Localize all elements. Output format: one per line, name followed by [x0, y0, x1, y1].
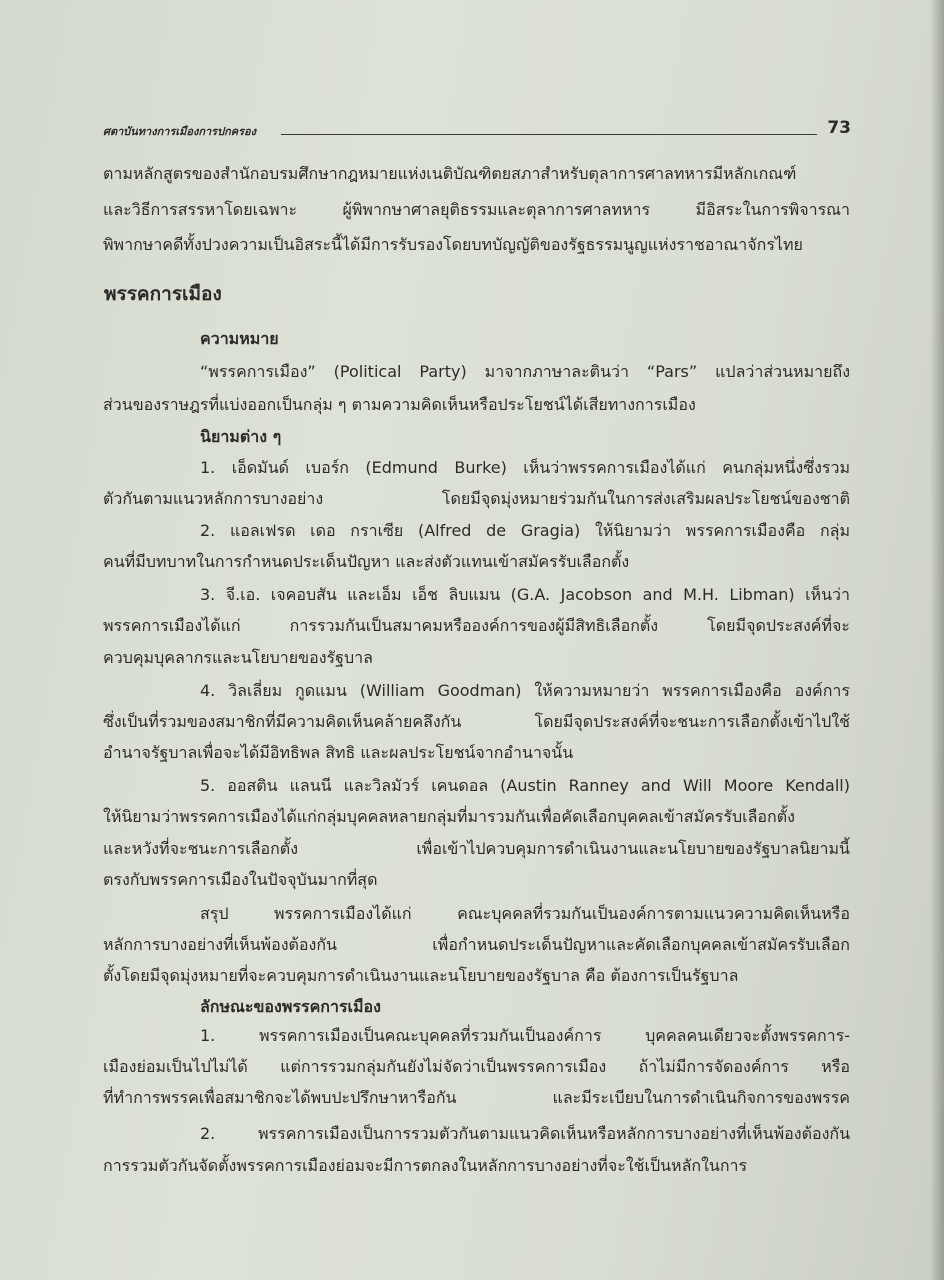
running-title: ศตาบันทางการเมืองการปกครอง [103, 125, 256, 138]
subheading-characteristics: ลักษณะของพรรคการเมือง [200, 997, 381, 1016]
body-line: พิพากษาคดีทั้งปวงความเป็นอิสระนี้ได้มีการรับรองโดยบทบัญญัติของรัฐธรรมนูญแห่งราชอาณาจักรไทย [103, 235, 803, 254]
body-line: ตั้งโดยมีจุดมุ่งหมายที่จะควบคุมการดำเนินงานและนโยบายของรัฐบาล คือ ต้องการเป็นรัฐบาล [103, 966, 739, 985]
body-line: ให้นิยามว่าพรรคการเมืองได้แก่กลุ่มบุคคลหลายกลุ่มที่มารวมกันเพื่อคัดเลือกบุคคลเข้าสมัครรับเลือกตั้ง [103, 807, 795, 826]
body-line: ที่ทำการพรรคเพื่อสมาชิกจะได้พบปะปรึกษาหารือกัน และมีระเบียบในการดำเนินกิจการของพรรค [103, 1088, 850, 1107]
body-line: หลักการบางอย่างที่เห็นพ้องต้องกัน เพื่อกำหนดประเด็นปัญหาและคัดเลือกบุคคลเข้าสมัครรับเลือก [103, 935, 850, 954]
body-line: ควบคุมบุคลากรและนโยบายของรัฐบาล [103, 648, 373, 667]
body-line: ซึ่งเป็นที่รวมของสมาชิกที่มีความคิดเห็นคล้ายคลึงกัน โดยมีจุดประสงค์ที่จะชนะการเลือกตั้งเข้าไปใช้ [103, 712, 850, 731]
body-line: การรวมตัวกันจัดตั้งพรรคการเมืองย่อมจะมีการตกลงในหลักการบางอย่างที่จะใช้เป็นหลักในการ [103, 1156, 748, 1175]
body-line: อำนาจรัฐบาลเพื่อจะได้มีอิทธิพล สิทธิ และผลประโยชน์จากอำนาจนั้น [103, 743, 574, 762]
body-line: คนที่มีบทบาทในการกำหนดประเด็นปัญหา และส่งตัวแทนเข้าสมัครรับเลือกตั้ง [103, 552, 630, 571]
body-line: พรรคการเมืองได้แก่ การรวมกันเป็นสมาคมหรือองค์การของผู้มีสิทธิเลือกตั้ง โดยมีจุดประสงค์ที่จะ [103, 616, 850, 635]
body-line: และหวังที่จะชนะการเลือกตั้ง เพื่อเข้าไปควบคุมการดำเนินงานและนโยบายของรัฐบาลนิยามนี้ [103, 839, 850, 858]
subheading-definitions: นิยามต่าง ๆ [200, 427, 282, 446]
subheading-meaning: ความหมาย [200, 329, 279, 348]
page-number: 73 [827, 118, 851, 138]
header-rule [281, 134, 817, 135]
body-line: 1. เอ็ดมันด์ เบอร์ก (Edmund Burke) เห็นว่าพรรคการเมืองได้แก่ คนกลุ่มหนึ่งซึ่งรวม [200, 458, 850, 477]
body-line: เมืองย่อมเป็นไปไม่ได้ แต่การรวมกลุ่มกันยังไม่จัดว่าเป็นพรรคการเมือง ถ้าไม่มีการจัดองค์การ หรือ [103, 1057, 850, 1076]
section-heading: พรรคการเมือง [104, 283, 222, 305]
body-line: 2. แอลเฟรด เดอ กราเซีย (Alfred de Gragia) ให้นิยามว่า พรรคการเมืองคือ กลุ่ม [200, 521, 850, 540]
page-edge-shadow [930, 0, 944, 1280]
body-line: ตรงกับพรรคการเมืองในปัจจุบันมากที่สุด [103, 870, 378, 889]
body-line: 1. พรรคการเมืองเป็นคณะบุคคลที่รวมกันเป็นองค์การ บุคคลคนเดียวจะตั้งพรรคการ- [200, 1026, 850, 1045]
body-line: ส่วนของราษฎรที่แบ่งออกเป็นกลุ่ม ๆ ตามความคิดเห็นหรือประโยชน์ได้เสียทางการเมือง [103, 395, 696, 414]
running-header [103, 118, 851, 140]
body-line: 2. พรรคการเมืองเป็นการรวมตัวกันตามแนวคิดเห็นหรือหลักการบางอย่างที่เห็นพ้องต้องกัน [200, 1124, 850, 1143]
body-line: ตัวกันตามแนวหลักการบางอย่าง โดยมีจุดมุ่งหมายร่วมกันในการส่งเสริมผลประโยชน์ของชาติ [103, 489, 850, 508]
body-line: สรุป พรรคการเมืองได้แก่ คณะบุคคลที่รวมกันเป็นองค์การตามแนวความคิดเห็นหรือ [200, 904, 850, 923]
body-line: และวิธีการสรรหาโดยเฉพาะ ผู้พิพากษาศาลยุติธรรมและตุลาการศาลทหาร มีอิสระในการพิจารณา [103, 200, 850, 219]
body-line: 4. วิลเลี่ยม กูดแมน (William Goodman) ให้ความหมายว่า พรรคการเมืองคือ องค์การ [200, 681, 850, 700]
body-line: ตามหลักสูตรของสำนักอบรมศึกษากฎหมายแห่งเนติบัณฑิตยสภาสำหรับตุลาการศาลทหารมีหลักเกณฑ์ [103, 164, 797, 183]
body-line: “พรรคการเมือง” (Political Party) มาจากภาษาละตินว่า “Pars” แปลว่าส่วนหมายถึง [200, 362, 850, 381]
body-line: 3. จี.เอ. เจคอบสัน และเอ็ม เอ็ช ลิบแมน (G.A. Jacobson and M.H. Libman) เห็นว่า [200, 585, 850, 604]
body-line: 5. ออสติน แลนนี และวิลมัวร์ เคนดอล (Austin Ranney and Will Moore Kendall) [200, 776, 850, 795]
